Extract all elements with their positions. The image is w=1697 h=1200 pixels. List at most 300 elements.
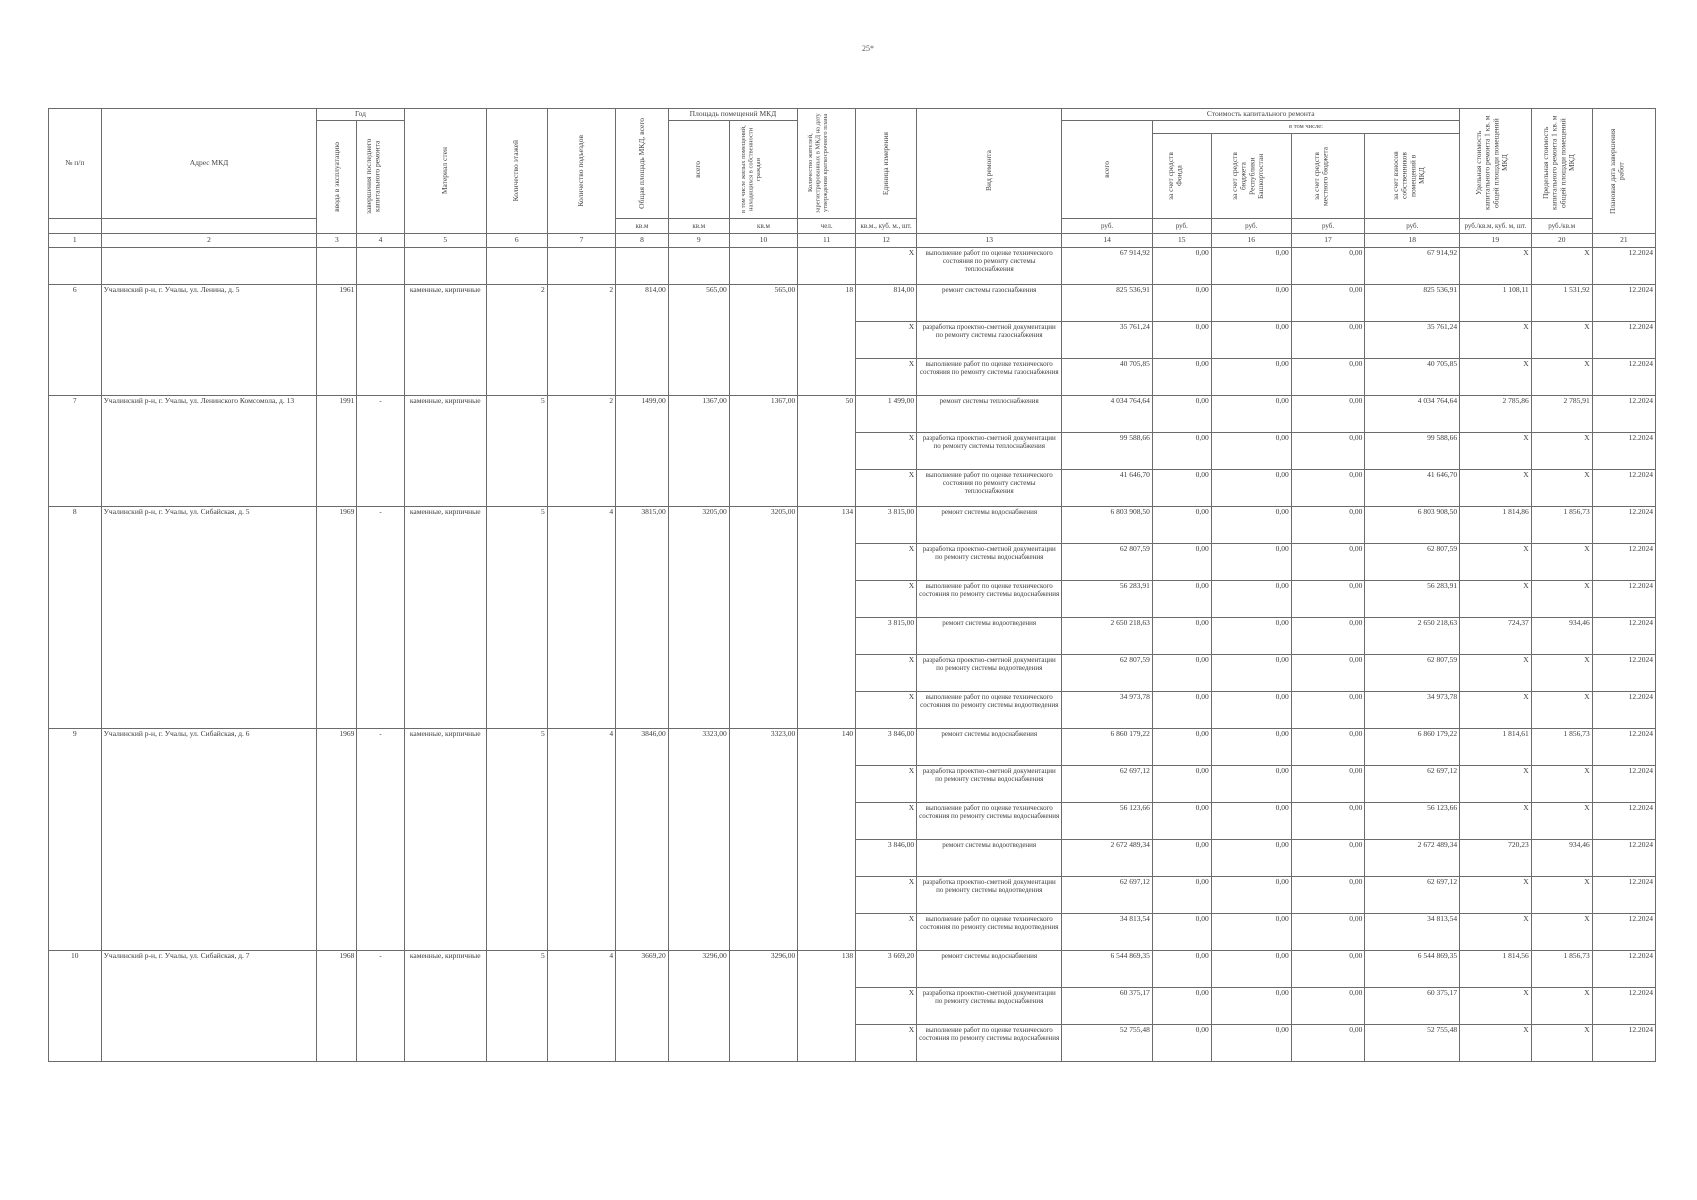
work-max-cost: 934,46 — [1531, 617, 1592, 654]
work-cost-local: 0,00 — [1291, 654, 1365, 691]
work-unit-cost: X — [1460, 1024, 1532, 1061]
work-max-cost: X — [1531, 691, 1592, 728]
work-deadline: 12.2024 — [1592, 691, 1655, 728]
work-unit-cost: 1 814,56 — [1460, 950, 1532, 987]
bld-last-repair: - — [357, 506, 404, 728]
work-cost-local: 0,00 — [1291, 395, 1365, 432]
work-unit-cost: 2 785,86 — [1460, 395, 1532, 432]
unit-cost-owners: руб. — [1365, 218, 1460, 233]
work-cost-fund: 0,00 — [1152, 506, 1211, 543]
work-unit-cost: X — [1460, 654, 1532, 691]
work-cost-owners: 6 544 869,35 — [1365, 950, 1460, 987]
work-cost-total: 56 123,66 — [1062, 802, 1153, 839]
bld-entrances: 4 — [547, 728, 615, 950]
work-cost-fund: 0,00 — [1152, 654, 1211, 691]
bld-num: 6 — [49, 284, 102, 395]
work-cost-total: 60 375,17 — [1062, 987, 1153, 1024]
work-cost-local: 0,00 — [1291, 876, 1365, 913]
bld-last-repair: - — [357, 728, 404, 950]
repair-plan-table — [48, 108, 1656, 1062]
bld-last-repair — [357, 284, 404, 395]
work-unit: X — [856, 654, 917, 691]
work-cost-fund: 0,00 — [1152, 913, 1211, 950]
work-unit: 3 669,20 — [856, 950, 917, 987]
work-max-cost: X — [1531, 913, 1592, 950]
hdr-cost-republic: за счет средств бюджета Республики Башкортостан — [1211, 134, 1291, 218]
bld-floors: 2 — [486, 284, 547, 395]
unit-cost-local: руб. — [1291, 218, 1365, 233]
work-cost-owners: 34 973,78 — [1365, 691, 1460, 728]
bld-num: 8 — [49, 506, 102, 728]
work-type: ремонт системы водоотведения — [917, 839, 1062, 876]
work-cost-republic: 0,00 — [1211, 580, 1291, 617]
col-num: 1 — [49, 233, 102, 247]
col-num: 12 — [856, 233, 917, 247]
work-deadline: 12.2024 — [1592, 987, 1655, 1024]
bld-floors: 5 — [486, 950, 547, 1061]
work-cost-local: 0,00 — [1291, 469, 1365, 506]
work-cost-owners: 41 646,70 — [1365, 469, 1460, 506]
col-num: 13 — [917, 233, 1062, 247]
work-unit: 3 815,00 — [856, 506, 917, 543]
table-row — [49, 284, 1656, 321]
work-cost-owners: 825 536,91 — [1365, 284, 1460, 321]
work-type: выполнение работ по оценке технического состояния по ремонту системы водоотведения — [917, 691, 1062, 728]
bld-last-repair — [357, 247, 404, 284]
work-cost-owners: 2 672 489,34 — [1365, 839, 1460, 876]
col-num: 20 — [1531, 233, 1592, 247]
work-cost-fund: 0,00 — [1152, 395, 1211, 432]
work-unit-cost: X — [1460, 543, 1532, 580]
work-cost-owners: 62 697,12 — [1365, 876, 1460, 913]
col-num: 8 — [616, 233, 669, 247]
work-cost-total: 35 761,24 — [1062, 321, 1153, 358]
bld-entrances: 2 — [547, 284, 615, 395]
bld-residential: 1367,00 — [729, 395, 797, 506]
work-cost-local: 0,00 — [1291, 765, 1365, 802]
bld-walls: каменные, кирпичные — [404, 506, 486, 728]
unit-premises-total: кв.м — [668, 218, 729, 233]
unit-unit-cost: руб./кв.м, куб. м, шт. — [1460, 218, 1532, 233]
work-unit: 3 846,00 — [856, 839, 917, 876]
work-unit: X — [856, 321, 917, 358]
bld-address: Учалинский р-н, г. Учалы, ул. Сибайская, д. 6 — [101, 728, 317, 950]
work-unit: X — [856, 691, 917, 728]
work-cost-owners: 34 813,54 — [1365, 913, 1460, 950]
work-cost-local: 0,00 — [1291, 543, 1365, 580]
work-unit: X — [856, 913, 917, 950]
bld-premises — [668, 247, 729, 284]
bld-entrances — [547, 247, 615, 284]
col-num: 6 — [486, 233, 547, 247]
bld-residents: 50 — [798, 395, 856, 506]
work-cost-fund: 0,00 — [1152, 469, 1211, 506]
bld-year: 1969 — [317, 728, 357, 950]
work-cost-total: 56 283,91 — [1062, 580, 1153, 617]
work-cost-republic: 0,00 — [1211, 654, 1291, 691]
work-max-cost: X — [1531, 247, 1592, 284]
unit-total-area: кв.м — [616, 218, 669, 233]
work-unit: X — [856, 543, 917, 580]
bld-address — [101, 247, 317, 284]
bld-address: Учалинский р-н, г. Учалы, ул. Сибайская, д. 7 — [101, 950, 317, 1061]
bld-residents: 140 — [798, 728, 856, 950]
hdr-floors: Количество этажей — [486, 109, 547, 234]
work-cost-owners: 40 705,85 — [1365, 358, 1460, 395]
col-num: 9 — [668, 233, 729, 247]
bld-year: 1991 — [317, 395, 357, 506]
bld-residential: 3296,00 — [729, 950, 797, 1061]
table-row — [49, 395, 1656, 432]
work-cost-owners: 99 588,66 — [1365, 432, 1460, 469]
hdr-work-type: Вид ремонта — [917, 109, 1062, 234]
work-cost-republic: 0,00 — [1211, 728, 1291, 765]
work-type: ремонт системы водоснабжения — [917, 950, 1062, 987]
work-cost-local: 0,00 — [1291, 321, 1365, 358]
work-deadline: 12.2024 — [1592, 580, 1655, 617]
work-deadline: 12.2024 — [1592, 395, 1655, 432]
repair-plan-sheet — [48, 108, 1656, 1062]
hdr-cost-group: Стоимость капитального ремонта — [1062, 109, 1460, 121]
work-cost-republic: 0,00 — [1211, 506, 1291, 543]
work-cost-owners: 60 375,17 — [1365, 987, 1460, 1024]
bld-num: 10 — [49, 950, 102, 1061]
work-cost-total: 40 705,85 — [1062, 358, 1153, 395]
work-cost-local: 0,00 — [1291, 580, 1365, 617]
work-max-cost: 934,46 — [1531, 839, 1592, 876]
work-cost-fund: 0,00 — [1152, 543, 1211, 580]
work-type: разработка проектно-сметной документации по ремонту системы газоснабжения — [917, 321, 1062, 358]
bld-walls — [404, 247, 486, 284]
work-cost-fund: 0,00 — [1152, 580, 1211, 617]
work-deadline: 12.2024 — [1592, 617, 1655, 654]
work-cost-local: 0,00 — [1291, 617, 1365, 654]
work-cost-local: 0,00 — [1291, 247, 1365, 284]
work-unit-cost: X — [1460, 913, 1532, 950]
bld-last-repair: - — [357, 395, 404, 506]
work-cost-total: 99 588,66 — [1062, 432, 1153, 469]
work-unit: X — [856, 358, 917, 395]
work-cost-owners: 4 034 764,64 — [1365, 395, 1460, 432]
bld-num: 7 — [49, 395, 102, 506]
work-max-cost: 2 785,91 — [1531, 395, 1592, 432]
col-num: 7 — [547, 233, 615, 247]
hdr-cost-local: за счет средств местного бюджета — [1291, 134, 1365, 218]
work-cost-total: 6 544 869,35 — [1062, 950, 1153, 987]
work-cost-local: 0,00 — [1291, 913, 1365, 950]
unit-max-cost: руб./кв.м — [1531, 218, 1592, 233]
work-deadline: 12.2024 — [1592, 358, 1655, 395]
bld-premises: 1367,00 — [668, 395, 729, 506]
hdr-premises-residential: в том числе жилых помещений, находящихся в собственности граждан — [729, 120, 797, 218]
hdr-unit: Единица измерения — [856, 109, 917, 219]
work-cost-republic: 0,00 — [1211, 358, 1291, 395]
work-type: выполнение работ по оценке технического состояния по ремонту системы водоотведения — [917, 913, 1062, 950]
work-cost-total: 6 803 908,50 — [1062, 506, 1153, 543]
work-cost-local: 0,00 — [1291, 802, 1365, 839]
bld-walls: каменные, кирпичные — [404, 395, 486, 506]
col-num: 15 — [1152, 233, 1211, 247]
work-cost-local: 0,00 — [1291, 284, 1365, 321]
work-cost-local: 0,00 — [1291, 950, 1365, 987]
work-cost-fund: 0,00 — [1152, 765, 1211, 802]
bld-num — [49, 247, 102, 284]
work-deadline: 12.2024 — [1592, 247, 1655, 284]
work-unit-cost: X — [1460, 358, 1532, 395]
col-num: 16 — [1211, 233, 1291, 247]
bld-address: Учалинский р-н, г. Учалы, ул. Сибайская, д. 5 — [101, 506, 317, 728]
work-cost-total: 62 697,12 — [1062, 765, 1153, 802]
work-cost-owners: 62 807,59 — [1365, 654, 1460, 691]
work-cost-total: 825 536,91 — [1062, 284, 1153, 321]
bld-area: 3846,00 — [616, 728, 669, 950]
work-unit-cost: X — [1460, 802, 1532, 839]
work-unit-cost: 1 814,86 — [1460, 506, 1532, 543]
work-cost-fund: 0,00 — [1152, 691, 1211, 728]
work-unit: 1 499,00 — [856, 395, 917, 432]
bld-walls: каменные, кирпичные — [404, 950, 486, 1061]
work-cost-total: 62 807,59 — [1062, 543, 1153, 580]
work-cost-republic: 0,00 — [1211, 1024, 1291, 1061]
table-row — [49, 728, 1656, 765]
work-unit-cost: X — [1460, 432, 1532, 469]
work-deadline: 12.2024 — [1592, 469, 1655, 506]
hdr-num: № п/п — [49, 109, 102, 219]
col-num: 21 — [1592, 233, 1655, 247]
bld-residential: 3205,00 — [729, 506, 797, 728]
work-cost-local: 0,00 — [1291, 1024, 1365, 1061]
bld-area — [616, 247, 669, 284]
col-num: 11 — [798, 233, 856, 247]
work-cost-owners: 2 650 218,63 — [1365, 617, 1460, 654]
bld-residential — [729, 247, 797, 284]
page-number: 25* — [862, 44, 874, 53]
work-cost-fund: 0,00 — [1152, 284, 1211, 321]
bld-entrances: 4 — [547, 506, 615, 728]
bld-year: 1968 — [317, 950, 357, 1061]
work-cost-total: 41 646,70 — [1062, 469, 1153, 506]
work-cost-fund: 0,00 — [1152, 950, 1211, 987]
work-type: разработка проектно-сметной документации по ремонту системы водоотведения — [917, 876, 1062, 913]
work-type: ремонт системы газоснабжения — [917, 284, 1062, 321]
bld-residents: 134 — [798, 506, 856, 728]
work-cost-republic: 0,00 — [1211, 321, 1291, 358]
col-num: 10 — [729, 233, 797, 247]
bld-area: 814,00 — [616, 284, 669, 395]
work-cost-total: 62 807,59 — [1062, 654, 1153, 691]
hdr-cost-fund: за счет средств Фонда — [1152, 134, 1211, 218]
work-cost-republic: 0,00 — [1211, 802, 1291, 839]
work-deadline: 12.2024 — [1592, 1024, 1655, 1061]
bld-floors: 5 — [486, 728, 547, 950]
work-cost-local: 0,00 — [1291, 987, 1365, 1024]
work-deadline: 12.2024 — [1592, 321, 1655, 358]
hdr-deadline: Плановая дата завершения работ — [1592, 109, 1655, 234]
work-cost-republic: 0,00 — [1211, 691, 1291, 728]
work-max-cost: X — [1531, 543, 1592, 580]
work-unit: X — [856, 765, 917, 802]
work-cost-fund: 0,00 — [1152, 728, 1211, 765]
work-max-cost: X — [1531, 654, 1592, 691]
work-deadline: 12.2024 — [1592, 543, 1655, 580]
work-deadline: 12.2024 — [1592, 839, 1655, 876]
work-deadline: 12.2024 — [1592, 802, 1655, 839]
bld-area: 3669,20 — [616, 950, 669, 1061]
col-num: 19 — [1460, 233, 1532, 247]
unit-residents: чел. — [798, 218, 856, 233]
hdr-year-last-repair: завершения последнего капитального ремонта — [357, 120, 404, 233]
work-unit: X — [856, 987, 917, 1024]
work-cost-fund: 0,00 — [1152, 358, 1211, 395]
bld-premises: 3205,00 — [668, 506, 729, 728]
work-unit-cost: X — [1460, 987, 1532, 1024]
work-cost-republic: 0,00 — [1211, 432, 1291, 469]
work-cost-local: 0,00 — [1291, 691, 1365, 728]
bld-area: 1499,00 — [616, 395, 669, 506]
bld-last-repair: - — [357, 950, 404, 1061]
bld-address: Учалинский р-н, г. Учалы, ул. Ленинского Комсомола, д. 13 — [101, 395, 317, 506]
work-unit-cost: X — [1460, 469, 1532, 506]
work-unit: X — [856, 469, 917, 506]
work-cost-fund: 0,00 — [1152, 247, 1211, 284]
bld-year — [317, 247, 357, 284]
col-num: 14 — [1062, 233, 1153, 247]
work-unit: X — [856, 432, 917, 469]
work-deadline: 12.2024 — [1592, 506, 1655, 543]
bld-residential: 3323,00 — [729, 728, 797, 950]
work-unit-cost: 720,23 — [1460, 839, 1532, 876]
hdr-total-area: Общая площадь МКД, всего — [616, 109, 669, 219]
work-unit-cost: X — [1460, 247, 1532, 284]
table-row — [49, 506, 1656, 543]
work-unit: X — [856, 802, 917, 839]
unit-premises-residential: кв.м — [729, 218, 797, 233]
col-num: 5 — [404, 233, 486, 247]
work-cost-republic: 0,00 — [1211, 839, 1291, 876]
bld-num: 9 — [49, 728, 102, 950]
work-cost-local: 0,00 — [1291, 358, 1365, 395]
unit-cell-empty-1 — [49, 218, 102, 233]
bld-walls: каменные, кирпичные — [404, 284, 486, 395]
work-max-cost: X — [1531, 802, 1592, 839]
work-cost-total: 62 697,12 — [1062, 876, 1153, 913]
work-max-cost: X — [1531, 321, 1592, 358]
work-cost-republic: 0,00 — [1211, 543, 1291, 580]
bld-floors: 5 — [486, 395, 547, 506]
work-cost-total: 4 034 764,64 — [1062, 395, 1153, 432]
work-type: выполнение работ по оценке технического состояния по ремонту системы теплоснабжения — [917, 247, 1062, 284]
work-type: выполнение работ по оценке технического состояния по ремонту системы водоснабжения — [917, 802, 1062, 839]
bld-year: 1969 — [317, 506, 357, 728]
work-max-cost: 1 531,92 — [1531, 284, 1592, 321]
col-num: 18 — [1365, 233, 1460, 247]
work-cost-total: 52 755,48 — [1062, 1024, 1153, 1061]
hdr-premises-total: всего — [668, 120, 729, 218]
work-cost-owners: 6 860 179,22 — [1365, 728, 1460, 765]
work-cost-republic: 0,00 — [1211, 247, 1291, 284]
work-unit-cost: X — [1460, 691, 1532, 728]
hdr-year-group: Год — [317, 109, 404, 121]
bld-entrances: 2 — [547, 395, 615, 506]
work-unit: X — [856, 876, 917, 913]
work-deadline: 12.2024 — [1592, 284, 1655, 321]
hdr-premises-group: Площадь помещений МКД — [668, 109, 797, 121]
work-cost-total: 34 973,78 — [1062, 691, 1153, 728]
work-type: разработка проектно-сметной документации по ремонту системы водоснабжения — [917, 987, 1062, 1024]
work-deadline: 12.2024 — [1592, 728, 1655, 765]
work-type: ремонт системы водоотведения — [917, 617, 1062, 654]
table-row — [49, 247, 1656, 284]
work-cost-owners: 62 697,12 — [1365, 765, 1460, 802]
work-unit: X — [856, 247, 917, 284]
work-max-cost: X — [1531, 469, 1592, 506]
work-unit-cost: 724,37 — [1460, 617, 1532, 654]
unit-cost-fund: руб. — [1152, 218, 1211, 233]
work-cost-owners: 35 761,24 — [1365, 321, 1460, 358]
work-max-cost: X — [1531, 1024, 1592, 1061]
work-max-cost: X — [1531, 876, 1592, 913]
work-max-cost: X — [1531, 358, 1592, 395]
bld-year: 1961 — [317, 284, 357, 395]
bld-floors — [486, 247, 547, 284]
col-num: 2 — [101, 233, 317, 247]
col-num: 17 — [1291, 233, 1365, 247]
bld-premises: 565,00 — [668, 284, 729, 395]
work-cost-republic: 0,00 — [1211, 469, 1291, 506]
work-deadline: 12.2024 — [1592, 876, 1655, 913]
work-cost-owners: 62 807,59 — [1365, 543, 1460, 580]
work-cost-owners: 56 283,91 — [1365, 580, 1460, 617]
hdr-entrances: Количество подъездов — [547, 109, 615, 234]
unit-cost-republic: руб. — [1211, 218, 1291, 233]
bld-residents — [798, 247, 856, 284]
bld-premises: 3323,00 — [668, 728, 729, 950]
work-cost-republic: 0,00 — [1211, 765, 1291, 802]
work-cost-local: 0,00 — [1291, 728, 1365, 765]
work-type: выполнение работ по оценке технического состояния по ремонту системы водоснабжения — [917, 580, 1062, 617]
work-cost-republic: 0,00 — [1211, 987, 1291, 1024]
table-header — [49, 109, 1656, 248]
work-cost-republic: 0,00 — [1211, 950, 1291, 987]
work-cost-local: 0,00 — [1291, 432, 1365, 469]
work-cost-fund: 0,00 — [1152, 1024, 1211, 1061]
hdr-walls: Материал стен — [404, 109, 486, 234]
work-deadline: 12.2024 — [1592, 913, 1655, 950]
work-cost-fund: 0,00 — [1152, 432, 1211, 469]
unit-unit: кв.м., куб. м., шт. — [856, 218, 917, 233]
bld-floors: 5 — [486, 506, 547, 728]
hdr-residents: Количество жителей, зарегистрированных в МКД на дату утверждения краткосрочного плана — [798, 109, 856, 219]
hdr-cost-owners: за счет взносов собственников помещений в МКД — [1365, 134, 1460, 218]
work-cost-fund: 0,00 — [1152, 802, 1211, 839]
work-deadline: 12.2024 — [1592, 950, 1655, 987]
work-unit-cost: 1 108,11 — [1460, 284, 1532, 321]
work-cost-owners: 67 914,92 — [1365, 247, 1460, 284]
work-unit-cost: X — [1460, 321, 1532, 358]
hdr-max-cost: Предельная стоимость капитального ремонта 1 кв. м общей площади помещений МКД — [1531, 109, 1592, 219]
work-max-cost: 1 856,73 — [1531, 950, 1592, 987]
bld-residents: 18 — [798, 284, 856, 395]
work-type: ремонт системы водоснабжения — [917, 728, 1062, 765]
work-unit: 3 815,00 — [856, 617, 917, 654]
hdr-cost-incl: в том числе: — [1152, 120, 1459, 134]
work-max-cost: X — [1531, 580, 1592, 617]
work-deadline: 12.2024 — [1592, 765, 1655, 802]
work-cost-owners: 6 803 908,50 — [1365, 506, 1460, 543]
unit-cost-total: руб. — [1062, 218, 1153, 233]
work-cost-republic: 0,00 — [1211, 913, 1291, 950]
work-type: выполнение работ по оценке технического состояния по ремонту системы теплоснабжения — [917, 469, 1062, 506]
